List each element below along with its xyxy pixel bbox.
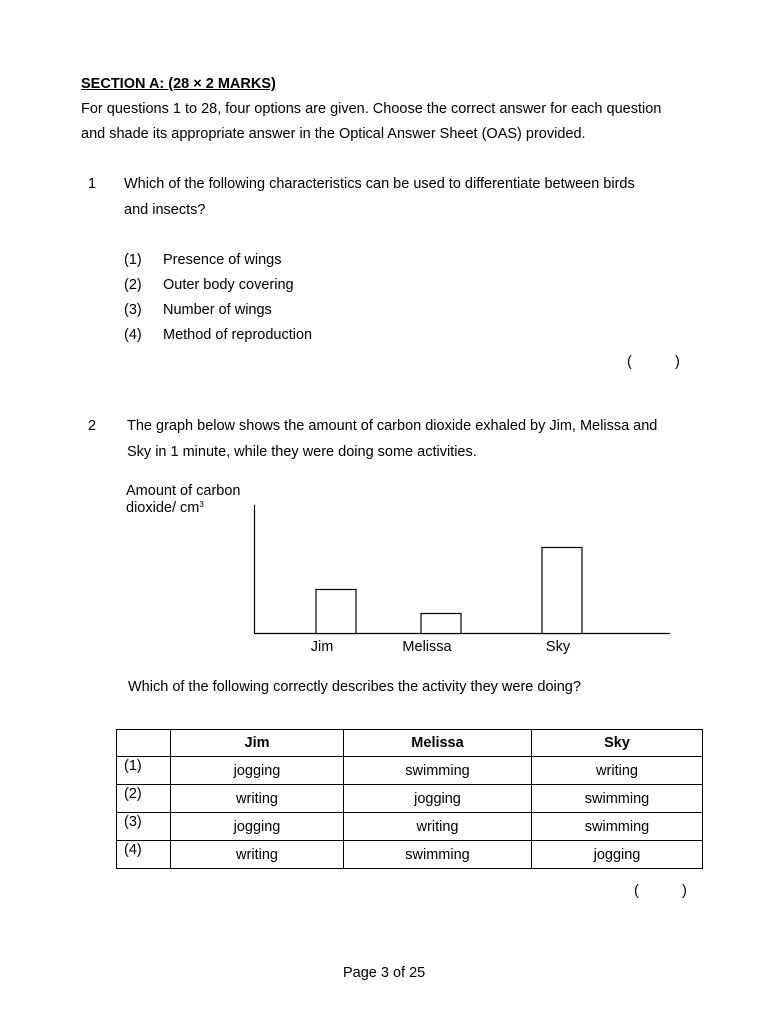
bar-sky: [542, 548, 582, 634]
question-1-text-line-1: Which of the following characteristics can be used to differentiate between birds: [124, 176, 635, 192]
section-heading: SECTION A: (28 × 2 MARKS): [81, 76, 276, 92]
table-row: [117, 813, 703, 841]
question-2-text-line-2: Sky in 1 minute, while they were doing some activities.: [127, 444, 477, 460]
row-sky-activity: swimming: [532, 785, 703, 813]
row-option-number: (3): [117, 813, 171, 841]
row-melissa-activity: jogging: [344, 785, 532, 813]
table-row: [117, 841, 703, 869]
q1-option-4-number: (4): [124, 327, 142, 343]
bar-melissa: [421, 614, 461, 634]
question-2-text-line-1: The graph below shows the amount of carbon dioxide exhaled by Jim, Melissa and: [127, 418, 658, 434]
bar-jim: [316, 590, 356, 634]
row-sky-activity: jogging: [532, 841, 703, 869]
q2-answer-open-bracket: (: [634, 883, 639, 899]
row-melissa-activity: swimming: [344, 757, 532, 785]
x-tick-label-sky: Sky: [545, 639, 571, 655]
instructions-line-1: For questions 1 to 28, four options are given. Choose the correct answer for each question: [81, 101, 662, 117]
table-header-melissa: Melissa: [344, 730, 532, 757]
row-jim-activity: writing: [171, 841, 344, 869]
instructions-line-2: and shade its appropriate answer in the Optical Answer Sheet (OAS) provided.: [81, 126, 586, 142]
q1-option-2-number: (2): [124, 277, 142, 293]
row-jim-activity: jogging: [171, 813, 344, 841]
q2-options-table: [116, 729, 703, 869]
row-jim-activity: jogging: [171, 757, 344, 785]
row-option-number: (4): [117, 841, 171, 869]
q1-option-4-text: Method of reproduction: [163, 327, 313, 343]
chart-ylabel-line-1: Amount of carbon: [126, 483, 241, 499]
table-header-jim: Jim: [171, 730, 344, 757]
x-tick-label-jim: Jim: [310, 639, 334, 655]
row-melissa-activity: swimming: [344, 841, 532, 869]
row-jim-activity: writing: [171, 785, 344, 813]
row-melissa-activity: writing: [344, 813, 532, 841]
x-tick-label-melissa: Melissa: [402, 639, 452, 655]
q1-answer-open-bracket: (: [627, 354, 632, 370]
q1-answer-close-bracket: ): [675, 354, 680, 370]
table-row: [117, 785, 703, 813]
chart-ylabel-superscript: 3: [199, 500, 204, 509]
row-sky-activity: writing: [532, 757, 703, 785]
question-1-text-line-2: and insects?: [124, 202, 206, 218]
chart-ylabel-text: dioxide/ cm: [126, 500, 200, 516]
question-2-prompt: Which of the following correctly describes the activity they were doing?: [128, 679, 581, 695]
page-number: Page 3 of 25: [343, 965, 426, 981]
question-1-number: 1: [88, 176, 97, 192]
q2-answer-close-bracket: ): [682, 883, 687, 899]
row-option-number: (1): [117, 757, 171, 785]
row-option-number: (2): [117, 785, 171, 813]
q1-option-1-number: (1): [124, 252, 142, 268]
q1-option-3-number: (3): [124, 302, 142, 318]
q1-option-1-text: Presence of wings: [163, 252, 282, 268]
q1-option-3-text: Number of wings: [163, 302, 272, 318]
table-header-empty: [117, 730, 171, 757]
table-header-row: [117, 730, 703, 757]
q1-option-2-text: Outer body covering: [163, 277, 294, 293]
table-row: [117, 757, 703, 785]
question-2-number: 2: [88, 418, 97, 434]
row-sky-activity: swimming: [532, 813, 703, 841]
table-header-sky: Sky: [532, 730, 703, 757]
